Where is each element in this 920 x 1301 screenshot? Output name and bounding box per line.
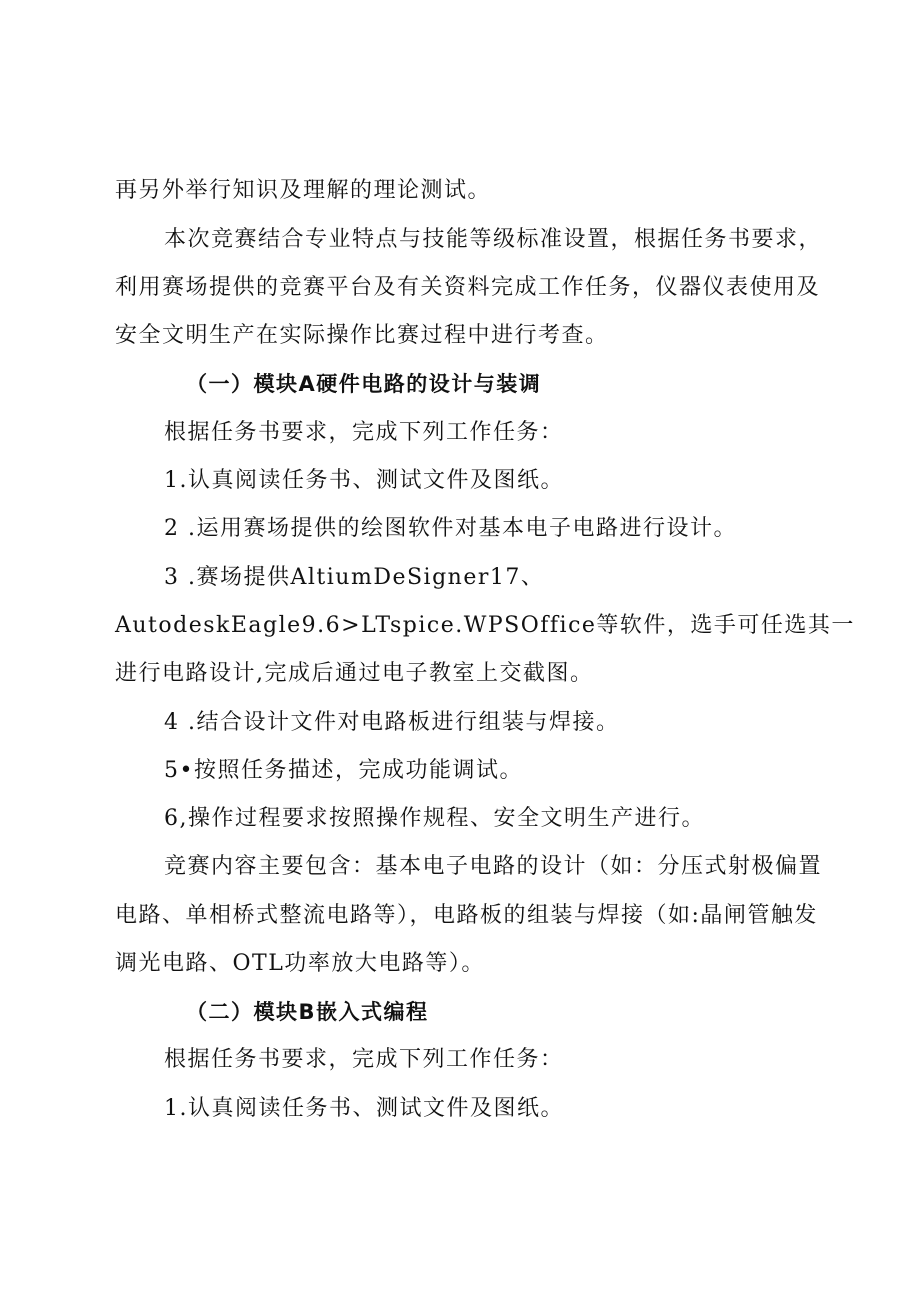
list-item-continuation: AutodeskEagle9.6>LTspice.WPSOffice等软件，选手可任选其一 (115, 613, 855, 638)
paragraph-line: 根据任务书要求，完成下列工作任务： (164, 420, 564, 445)
list-item: 1.认真阅读任务书、测试文件及图纸。 (164, 1096, 564, 1121)
list-item: 3 .赛场提供AltiumDeSigner17、 (164, 565, 545, 590)
paragraph-line: 根据任务书要求，完成下列工作任务： (164, 1047, 564, 1072)
section-heading-module-a: （一）模块A硬件电路的设计与装调 (186, 372, 542, 396)
list-item: 5•按照任务描述，完成功能调试。 (164, 758, 523, 783)
paragraph-line: 电路、单相桥式整流电路等），电路板的组装与焊接（如:晶闸管触发 (115, 903, 818, 928)
paragraph-line: 本次竞赛结合专业特点与技能等级标准设置，根据任务书要求， (164, 227, 823, 252)
list-item: 1.认真阅读任务书、测试文件及图纸。 (164, 468, 564, 493)
list-item: 4 .结合设计文件对电路板进行组装与焊接。 (164, 710, 620, 735)
list-item: 2 .运用赛场提供的绘图软件对基本电子电路进行设计。 (164, 516, 737, 541)
section-heading-module-b: （二）模块B嵌入式编程 (186, 1000, 429, 1024)
paragraph-line: 竞赛内容主要包含：基本电子电路的设计（如：分压式射极偏置 (164, 854, 823, 879)
list-item-continuation: 进行电路设计,完成后通过电子教室上交截图。 (115, 661, 594, 686)
paragraph-line: 调光电路、OTL功率放大电路等）。 (115, 951, 485, 976)
paragraph-line: 安全文明生产在实际操作比赛过程中进行考查。 (115, 323, 609, 348)
paragraph-line: 利用赛场提供的竞赛平台及有关资料完成工作任务，仪器仪表使用及 (115, 275, 821, 300)
paragraph-line: 再另外举行知识及理解的理论测试。 (115, 178, 492, 203)
list-item: 6,操作过程要求按照操作规程、安全文明生产进行。 (164, 806, 705, 831)
